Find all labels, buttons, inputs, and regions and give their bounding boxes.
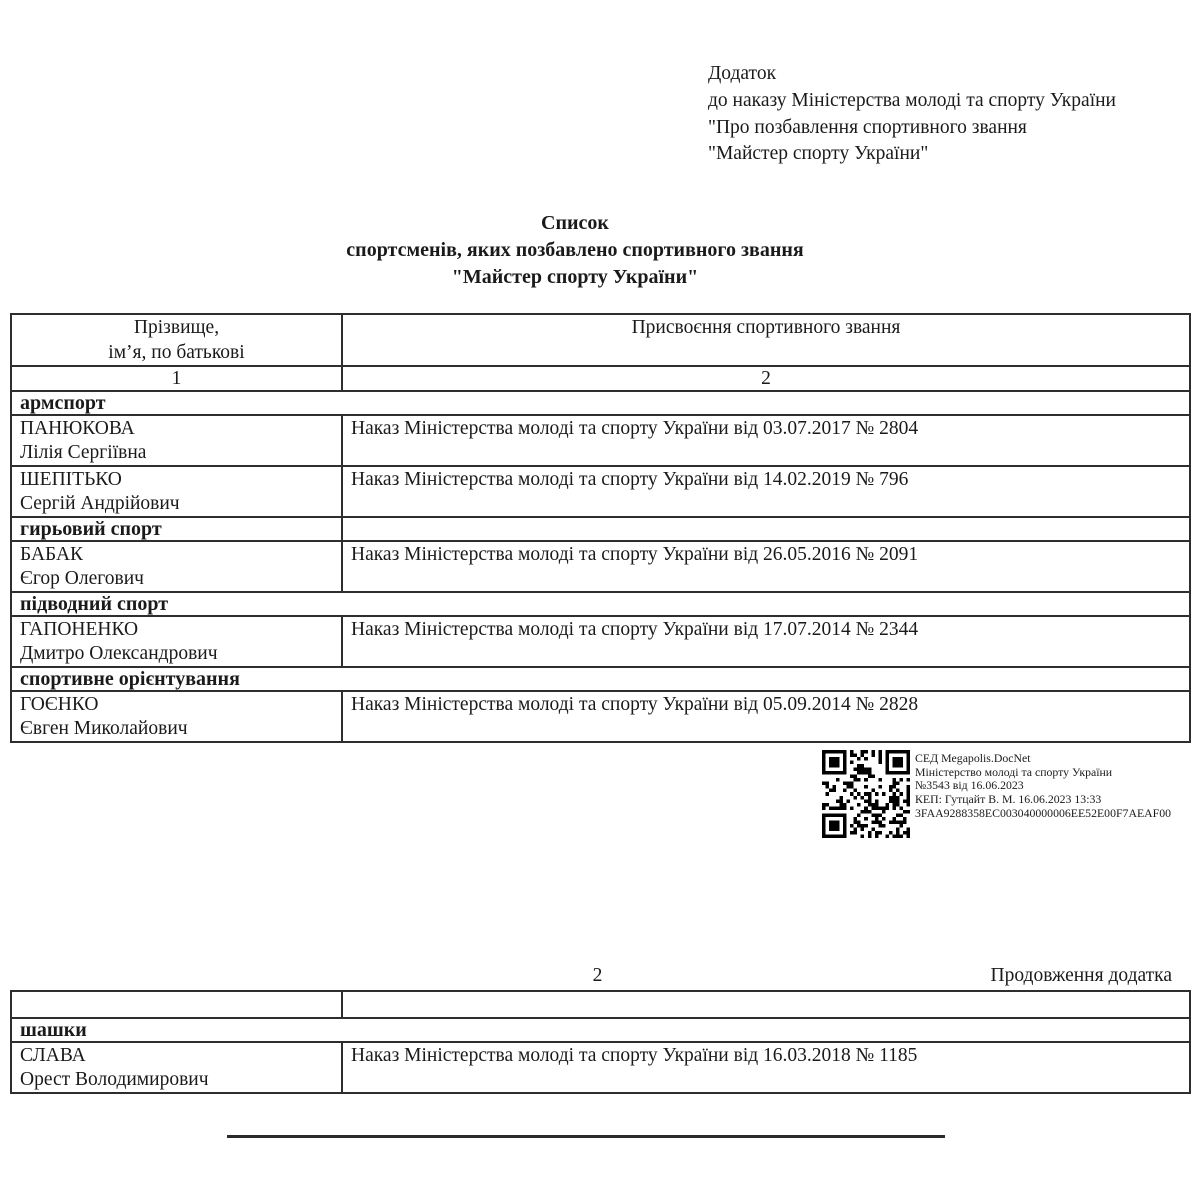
column-number-1: 1 bbox=[11, 366, 342, 391]
qr-code-icon bbox=[822, 750, 910, 838]
signature-stamp-line: КЕП: Гутцайт В. М. 16.06.2023 13:33 bbox=[915, 792, 1102, 807]
column-header-name-line: Прізвище, bbox=[133, 317, 220, 338]
athlete-name-cell bbox=[11, 415, 342, 466]
annex-header-line: "Про позбавлення спортивного звання bbox=[708, 116, 1027, 138]
empty-cell bbox=[11, 991, 342, 1018]
athlete-surname: ПАНЮКОВА bbox=[20, 418, 135, 439]
sport-section-label: гирьовий спорт bbox=[11, 517, 342, 541]
column-number-row bbox=[11, 366, 1190, 391]
signature-stamp-line: №3543 від 16.06.2023 bbox=[915, 778, 1024, 793]
athlete-name-cell bbox=[11, 466, 342, 517]
table-row bbox=[11, 1018, 1190, 1042]
table-row bbox=[11, 991, 1190, 1018]
athlete-surname: ШЕПІТЬКО bbox=[20, 469, 122, 490]
table-row bbox=[11, 415, 1190, 466]
athlete-name-cell bbox=[11, 541, 342, 592]
empty-cell bbox=[342, 517, 1190, 541]
signature-stamp bbox=[822, 750, 1171, 838]
signature-stamp-line: СЕД Megapolis.DocNet bbox=[915, 751, 1031, 765]
order-cell: Наказ Міністерства молоді та спорту України від 14.02.2019 № 796 bbox=[342, 466, 1190, 517]
page-title bbox=[0, 210, 1150, 291]
table-row bbox=[11, 691, 1190, 742]
column-header-name bbox=[11, 314, 342, 366]
order-cell: Наказ Міністерства молоді та спорту України від 16.03.2018 № 1185 bbox=[342, 1042, 1190, 1093]
column-header-order: Присвоєння спортивного звання bbox=[342, 314, 1190, 366]
athlete-surname: ГАПОНЕНКО bbox=[20, 619, 139, 640]
page-number: 2 bbox=[592, 965, 603, 986]
sport-section-label: армспорт bbox=[11, 391, 1190, 415]
athlete-given-name: Дмитро Олександрович bbox=[20, 643, 218, 664]
athlete-given-name: Лілія Сергіївна bbox=[20, 442, 147, 463]
signature-line bbox=[227, 1135, 945, 1138]
athlete-given-name: Єгор Олегович bbox=[20, 568, 144, 589]
order-cell: Наказ Міністерства молоді та спорту України від 26.05.2016 № 2091 bbox=[342, 541, 1190, 592]
table-row bbox=[11, 391, 1190, 415]
athlete-name-cell bbox=[11, 1042, 342, 1093]
sport-section-label: шашки bbox=[11, 1018, 1190, 1042]
athlete-surname: ГОЄНКО bbox=[20, 694, 99, 715]
page-title-line: "Майстер спорту України" bbox=[451, 266, 699, 288]
table-row bbox=[11, 616, 1190, 667]
signature-stamp-line: Міністерство молоді та спорту України bbox=[915, 764, 1113, 779]
sport-section-label: спортивне орієнтування bbox=[11, 667, 1190, 691]
athlete-surname: БАБАК bbox=[20, 544, 84, 565]
table-row bbox=[11, 541, 1190, 592]
column-header-name-line: ім’я, по батькові bbox=[108, 342, 245, 363]
table-row bbox=[11, 466, 1190, 517]
signature-stamp-text bbox=[915, 750, 1171, 821]
empty-cell bbox=[342, 991, 1190, 1018]
continuation-label: Продовження додатка bbox=[990, 965, 1172, 986]
athlete-given-name: Сергій Андрійович bbox=[20, 493, 180, 514]
annex-header-line: Додаток bbox=[708, 63, 777, 84]
column-number-2: 2 bbox=[342, 366, 1190, 391]
sport-section-label: підводний спорт bbox=[11, 592, 1190, 616]
order-cell: Наказ Міністерства молоді та спорту України від 17.07.2014 № 2344 bbox=[342, 616, 1190, 667]
table-row bbox=[11, 667, 1190, 691]
table-header-row bbox=[11, 314, 1190, 366]
table-row bbox=[11, 517, 1190, 541]
athletes-table-continuation bbox=[10, 990, 1191, 1094]
order-cell: Наказ Міністерства молоді та спорту України від 05.09.2014 № 2828 bbox=[342, 691, 1190, 742]
signature-stamp-line: 3FAA9288358EC003040000006EE52E00F7AEAF00 bbox=[915, 805, 1172, 820]
table-row bbox=[11, 592, 1190, 616]
athlete-given-name: Орест Володимирович bbox=[20, 1069, 209, 1090]
annex-header-line: до наказу Міністерства молоді та спорту України bbox=[708, 89, 1116, 111]
athlete-surname: СЛАВА bbox=[20, 1045, 86, 1066]
athlete-name-cell bbox=[11, 691, 342, 742]
table-row bbox=[11, 1042, 1190, 1093]
page-title-line: Список bbox=[541, 212, 609, 234]
athletes-table bbox=[10, 313, 1191, 743]
athlete-name-cell bbox=[11, 616, 342, 667]
page-title-line: спортсменів, яких позбавлено спортивного звання bbox=[346, 239, 804, 261]
annex-header bbox=[708, 61, 1116, 168]
athlete-given-name: Євген Миколайович bbox=[20, 718, 188, 739]
order-cell: Наказ Міністерства молоді та спорту України від 03.07.2017 № 2804 bbox=[342, 415, 1190, 466]
annex-header-line: "Майстер спорту України" bbox=[708, 143, 929, 165]
